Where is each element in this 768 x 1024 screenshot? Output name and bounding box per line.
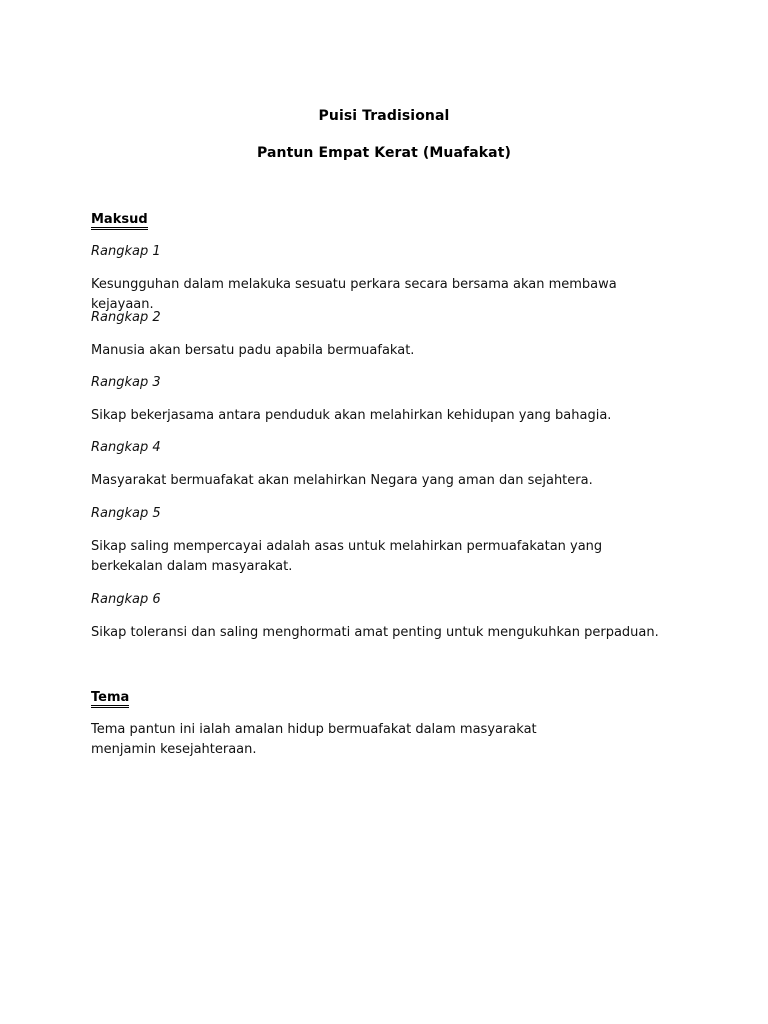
stanza-label-4: Rangkap 4 — [91, 440, 161, 455]
stanza-text-3: Sikap bekerjasama antara penduduk akan melahirkan kehidupan yang bahagia. — [91, 408, 612, 423]
stanza-text-1: Kesungguhan dalam melakuka sesuatu perkara secara bersama akan membawa kejayaan. — [91, 277, 617, 312]
stanza-label-3: Rangkap 3 — [91, 375, 161, 390]
stanza-text-6: Sikap toleransi dan saling menghormati amat penting untuk mengukuhkan perpaduan. — [91, 625, 659, 640]
maksud-heading-text: Maksud — [91, 213, 148, 230]
stanza-text-4: Masyarakat bermuafakat akan melahirkan Negara yang aman dan sejahtera. — [91, 473, 593, 488]
stanza-label-5: Rangkap 5 — [91, 506, 161, 521]
document-title: Puisi Tradisional — [318, 108, 450, 124]
stanza-label-6: Rangkap 6 — [91, 592, 161, 607]
stanza-label-2: Rangkap 2 — [91, 310, 161, 325]
stanza-text-5: Sikap saling mempercayai adalah asas untuk melahirkan permuafakatan yang berkekalan dalam masyarakat. — [91, 539, 603, 574]
stanza-text-2: Manusia akan bersatu padu apabila bermuafakat. — [91, 343, 415, 358]
section-heading-tema — [91, 690, 129, 708]
section-heading-maksud — [91, 212, 148, 230]
stanza-label-1: Rangkap 1 — [91, 244, 161, 259]
tema-heading-text: Tema — [91, 691, 129, 708]
tema-text: Tema pantun ini ialah amalan hidup bermuafakat dalam masyarakat menjamin kesejahteraan. — [91, 722, 537, 757]
document-subtitle: Pantun Empat Kerat (Muafakat) — [256, 145, 512, 161]
